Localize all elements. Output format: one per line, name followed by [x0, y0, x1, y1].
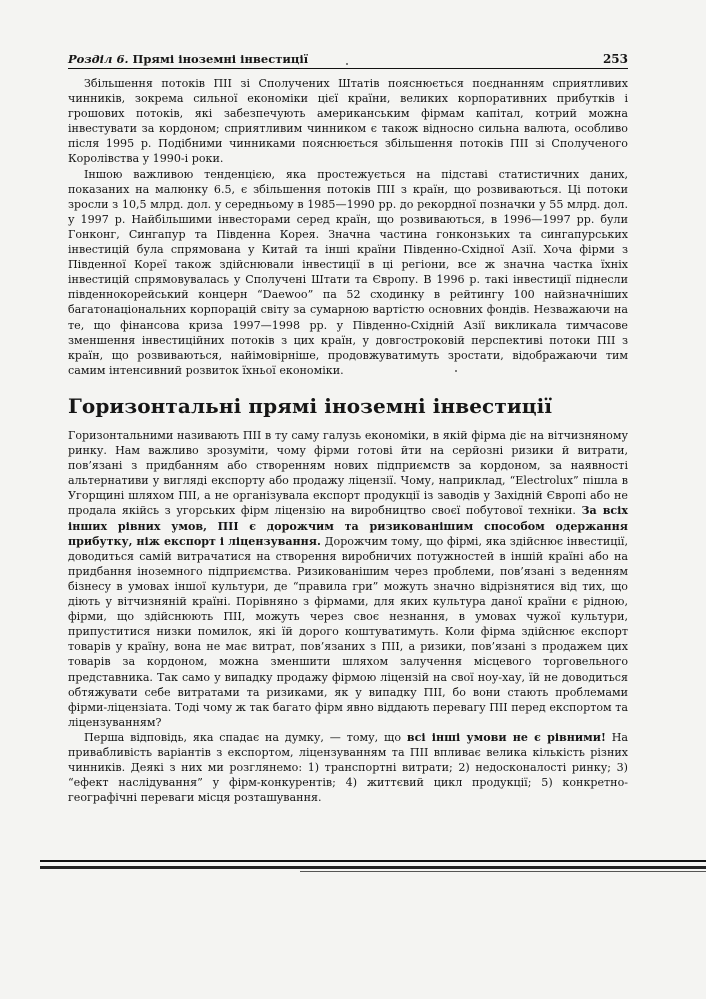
intro-text [68, 76, 628, 378]
paragraph [68, 76, 628, 167]
scan-line [300, 871, 706, 872]
scan-speck [346, 63, 348, 65]
scan-edge-lines [0, 858, 706, 874]
paragraph [68, 428, 628, 730]
scan-line [40, 866, 706, 869]
section-text [68, 428, 628, 805]
paragraph-text: Іншою важливою тенденцією, яка простежується на підставі статистичних даних, показаних на малюнку 6.5, є збільшення потоків ПІІ з країн, що розвиваються. Ці потоки зросли з 10,5 млрд. дол. у середньому в 1985—1990 рр. до рекордної позначки у 55 млрд. дол. у 1997 р. Найбільшими інвесторами серед країн, що розвиваються, в 1996—1997 рр. були Гонконг, Сингапур та Південна Корея. Значна частина гонконзьких та сингапурських інвестицій була спрямована у Китай та інші країни Південно-Східної Азії. Хоча фірми з Південної Кореї також здійснювали інвестиції в ці регіони, все ж значна частка їхніх інвестицій спрямовувалась у Сполучені Штати та Європу. В 1996 р. такі інвестиції піднесли південнокорейський концерн “Daewoo” па 52 сходинку в рейтингу 100 найзначніших багатонаціональних корпорацій світу за сумарною вартістю основних фондів. Незважаючи на те, що фінансова криза 1997—1998 рр. у Південно-Східній Азії викликала тимчасове зменшення інвестиційних потоків з цих країн, у довгостроковій перспективі потоки ПІІ з країн, що розвиваються, найімовірніше, продовжуватимуть зростати, відображаючи тим самим інтенсивний розвиток їхньої економіки. [68, 167, 628, 377]
running-header [68, 52, 628, 68]
section-label: Розділ 6. [68, 52, 129, 66]
section-title: Прямі іноземні інвестиції [132, 52, 309, 66]
emphasis-text: За всіх інших рівних умов, ПІІ є дорожчим та ризикованішим способом одержання прибутку, ніж експорт і ліцензування. [68, 504, 628, 548]
section-heading: Горизонтальні прямі іноземні інвестиції [68, 394, 553, 418]
paragraph-text: Збільшення потоків ПІІ зі Сполучених Штатів пояснюється поєднанням сприятливих чинників, зокрема сильної економіки цієї країни, великих корпоративних прибутків і грошових потоків, які забезпечують американським фірмам капітал, котрий можна інвестувати за кордоном; сприятливим чинником є також відносно сильна валюта, особливо після 1995 р. Подібними чинниками пояснюється збільшення потоків ПІІ зі Сполученого Королівства у 1990-і роки. [68, 77, 628, 166]
paragraph-text: На привабливість варіантів з експортом, ліцензуванням та ПІІ впливає велика кількість різних чинників. Деякі з них ми розглянемо: 1) транспортні витрати; 2) недосконалості ринку; 3) “ефект наслідування” у фірм-конкурентів; 4) життєвий цикл продукції; 5) конкретно-географічні переваги місця розташування. [68, 730, 628, 805]
page-number: 253 [602, 52, 628, 66]
paragraph-text: Дорожчим тому, що фірмі, яка здійснює інвестиції, доводиться самій витрачатися на створення виробничих потужностей в іншій країні або на придбання іноземного підприємства. Ризикованішим через проблеми, пов’язані з веденням бізнесу в умовах іншої культури, де “правила гри” можуть значно відрізнятися від тих, що діють у вітчизняній країні. Порівняно з фірмами, для яких культура даної країни є рідною, фірми, що здійснюють ПІІ, можуть через своє незнання, в умовах чужої культури, припуститися низки помилок, які їй дорого коштуватимуть. Коли фірма здійснює експорт товарів у країну, вона не має витрат, пов’язаних з ПІІ, а ризики, пов’язані з продажем цих товарів за кордоном, можна зменшити шляхом залучення місцевого торговельного представника. Так само у випадку продажу фірмою ліцензій на свої ноу-хау, їй не доводиться обтяжувати себе витратами та ризиками, як у випадку ПІІ, бо вони стають проблемами фірми-ліцензіата. Тоді чому ж так багато фірм явно віддають перевагу ПІІ перед експортом та ліцензуванням? [68, 534, 628, 729]
paragraph [68, 730, 628, 805]
running-title [68, 52, 308, 66]
emphasis-text: всі інші умови не є рівними! [406, 730, 606, 744]
paragraph-text: Горизонтальними називають ПІІ в ту саму галузь економіки, в якій фірма діє на вітчизняному ринку. Нам важливо зрозуміти, чому фірми готові йти на серйозні ризики й витрати, пов’язані з придбанням або створенням нових підприємств за кордоном, за наявності альтернативи у вигляді експорту або продажу ліцензії. Чому, наприклад, “Electrolux” пішла в Угорщині шляхом ПІІ, а не організувала експорт продукції із заводів у Західній Європі або не продала якійсь з угорських фірм ліцензію на виробництво своєї побутової техніки. [68, 429, 628, 518]
header-rule [68, 68, 628, 69]
scan-line [40, 860, 706, 862]
paragraph [68, 167, 628, 378]
paragraph-text: Перша відповідь, яка спадає на думку, — тому, що [84, 730, 407, 744]
scan-speck [455, 370, 457, 372]
